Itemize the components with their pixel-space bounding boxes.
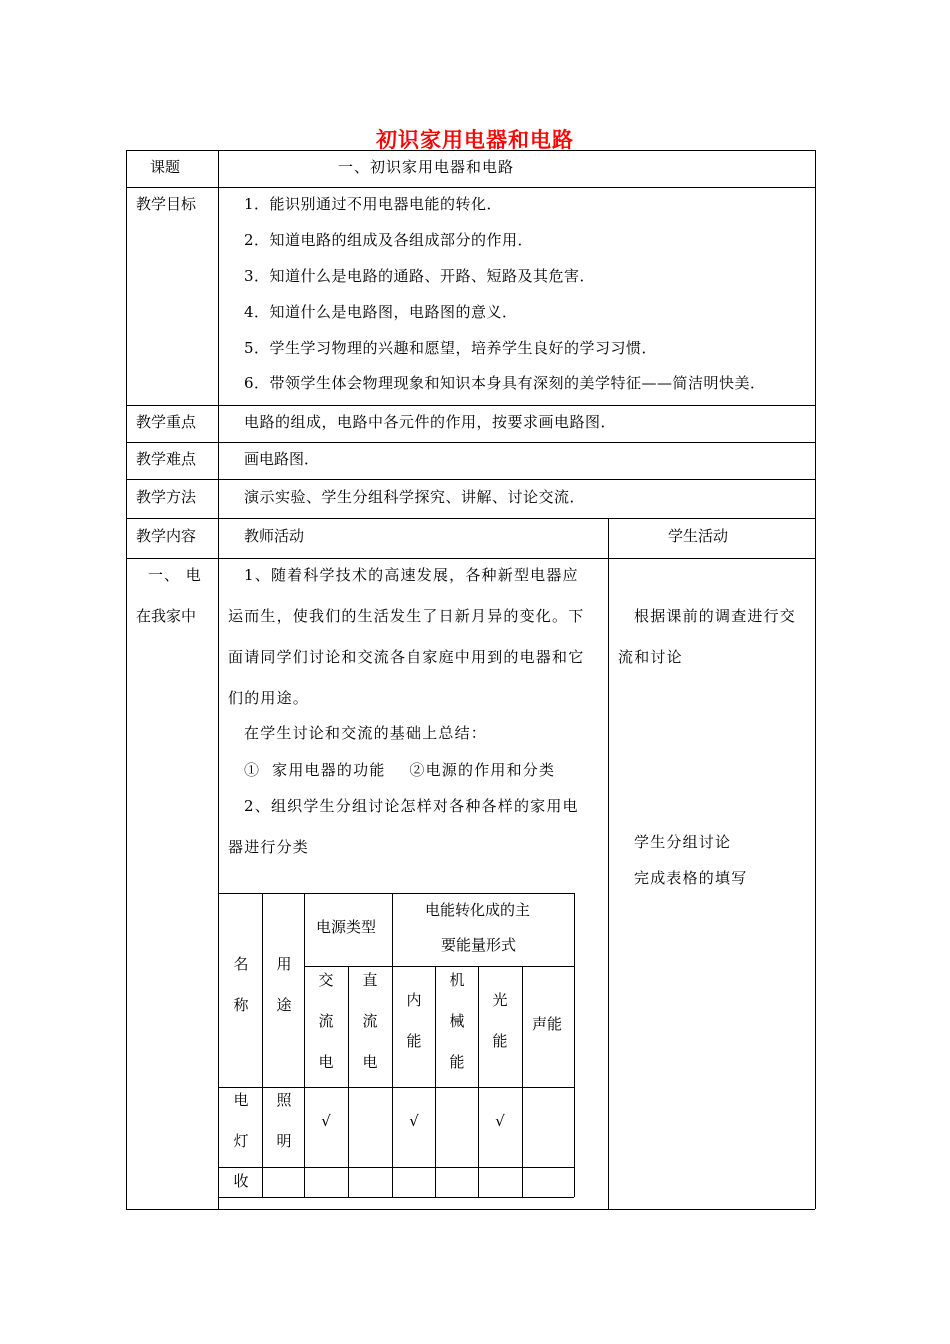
row-name-char: 灯 bbox=[233, 1132, 249, 1150]
light-header-char: 光 bbox=[492, 991, 508, 1009]
difficulties-value: 画电路图． bbox=[244, 450, 320, 468]
objectives-label: 教学目标 bbox=[136, 195, 197, 213]
light-header-char: 能 bbox=[492, 1032, 508, 1050]
lesson-value: 一、初识家用电器和电路 bbox=[338, 158, 515, 176]
teacher-activity-header: 教师活动 bbox=[244, 527, 305, 545]
internal-header-char: 内 bbox=[406, 991, 422, 1009]
objective-item: 4．知道什么是电路图，电路图的意义． bbox=[244, 303, 518, 321]
teacher-text-line: ① 家用电器的功能 ②电源的作用和分类 bbox=[244, 761, 556, 779]
use-header-char: 用 bbox=[276, 955, 292, 973]
difficulties-label: 教学难点 bbox=[136, 450, 197, 468]
student-activity-header: 学生活动 bbox=[668, 527, 729, 545]
mechanical-header-char: 机 bbox=[449, 971, 465, 989]
row-use-char: 明 bbox=[276, 1132, 292, 1150]
energy-header: 电能转化成的主 bbox=[425, 901, 531, 919]
dc-header-char: 电 bbox=[362, 1053, 378, 1071]
teacher-text-line: 1、随着科学技术的高速发展，各种新型电器应 bbox=[244, 566, 579, 584]
lesson-label: 课题 bbox=[150, 158, 181, 176]
ac-header-char: 交 bbox=[318, 971, 334, 989]
section-label: 在我家中 bbox=[136, 607, 197, 625]
objective-item: 6．带领学生体会物理现象和知识本身具有深刻的美学特征——简洁明快美． bbox=[244, 374, 766, 392]
key-points-label: 教学重点 bbox=[136, 413, 197, 431]
teacher-text-line: 2、组织学生分组讨论怎样对各种各样的家用电 bbox=[244, 797, 579, 815]
student-text-line: 流和讨论 bbox=[618, 648, 683, 666]
key-points-value: 电路的组成，电路中各元件的作用，按要求画电路图． bbox=[244, 413, 617, 431]
row-name-char: 电 bbox=[233, 1091, 249, 1109]
energy-header: 要能量形式 bbox=[441, 936, 517, 954]
objective-item: 1．能识别通过不用电器电能的转化． bbox=[244, 195, 503, 213]
teacher-text-line: 运而生，使我们的生活发生了日新月异的变化。下 bbox=[228, 607, 585, 625]
methods-label: 教学方法 bbox=[136, 488, 197, 506]
dc-header-char: 直 bbox=[362, 971, 378, 989]
objective-item: 3．知道什么是电路的通路、开路、短路及其危害． bbox=[244, 267, 596, 285]
name-header-char: 称 bbox=[233, 996, 249, 1014]
teacher-text-line: 面请同学们讨论和交流各自家庭中用到的电器和它 bbox=[228, 648, 585, 666]
mechanical-header-char: 械 bbox=[449, 1012, 465, 1030]
row-use-char: 照 bbox=[276, 1091, 292, 1109]
content-label: 教学内容 bbox=[136, 527, 197, 545]
teacher-text-line: 们的用途。 bbox=[228, 689, 310, 707]
teacher-text-line: 器进行分类 bbox=[228, 838, 310, 856]
page-title: 初识家用电器和电路 bbox=[376, 127, 574, 152]
row-name-char: 收 bbox=[233, 1172, 249, 1190]
ac-header-char: 流 bbox=[318, 1012, 334, 1030]
dc-header-char: 流 bbox=[362, 1012, 378, 1030]
internal-header-char: 能 bbox=[406, 1032, 422, 1050]
objective-item: 5．学生学习物理的兴趣和愿望，培养学生良好的学习习惯． bbox=[244, 339, 658, 357]
mechanical-header-char: 能 bbox=[449, 1053, 465, 1071]
use-header-char: 途 bbox=[276, 996, 292, 1014]
student-text-line: 完成表格的填写 bbox=[634, 869, 748, 887]
section-label: 一、 电 bbox=[148, 566, 202, 584]
check-mark: √ bbox=[321, 1112, 331, 1130]
methods-value: 演示实验、学生分组科学探究、讲解、讨论交流． bbox=[244, 488, 586, 506]
ac-header-char: 电 bbox=[318, 1053, 334, 1071]
student-text-line: 学生分组讨论 bbox=[634, 833, 732, 851]
sound-header: 声能 bbox=[532, 1015, 563, 1033]
name-header-char: 名 bbox=[233, 955, 249, 973]
power-type-header: 电源类型 bbox=[316, 918, 377, 936]
check-mark: √ bbox=[495, 1112, 505, 1130]
student-text-line: 根据课前的调查进行交 bbox=[634, 607, 797, 625]
teacher-text-line: 在学生讨论和交流的基础上总结： bbox=[244, 724, 488, 742]
check-mark: √ bbox=[409, 1112, 419, 1130]
objective-item: 2．知道电路的组成及各组成部分的作用． bbox=[244, 231, 534, 249]
